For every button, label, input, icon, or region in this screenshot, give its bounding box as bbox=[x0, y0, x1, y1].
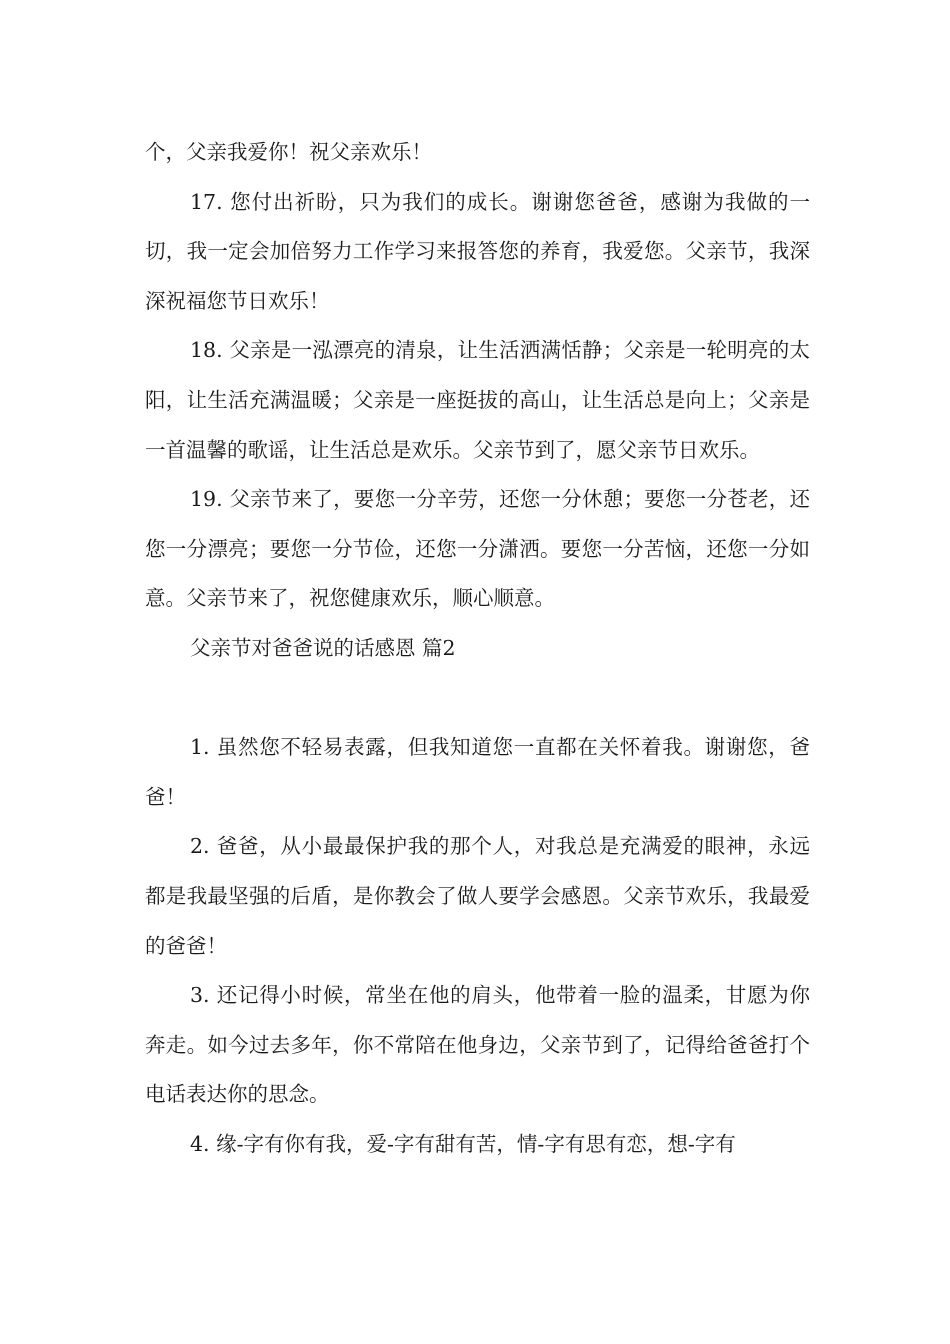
paragraph-item-18: 18. 父亲是一泓漂亮的清泉，让生活洒满恬静；父亲是一轮明亮的太阳，让生活充满温暖；父亲是一座挺拔的高山，让生活总是向上；父亲是一首温馨的歌谣，让生活总是欢乐。父亲节到了，愿父亲节日欢乐。 bbox=[145, 338, 810, 462]
paragraph-continuation: 个，父亲我爱你！祝父亲欢乐！ bbox=[145, 140, 432, 164]
paragraph-item-19: 19. 父亲节来了，要您一分辛劳，还您一分休憩；要您一分苍老，还您一分漂亮；要您一分节俭，还您一分潇洒。要您一分苦恼，还您一分如意。父亲节来了，祝您健康欢乐，顺心顺意。 bbox=[145, 487, 810, 611]
paragraph-item-17: 17. 您付出祈盼，只为我们的成长。谢谢您爸爸，感谢为我做的一切，我一定会加倍努力工作学习来报答您的养育，我爱您。父亲节，我深深祝福您节日欢乐！ bbox=[145, 189, 810, 313]
section-heading: 父亲节对爸爸说的话感恩 篇2 bbox=[190, 635, 456, 660]
blank-line bbox=[145, 674, 810, 724]
document-body bbox=[145, 128, 810, 1169]
paragraph-item-1: 1. 虽然您不轻易表露，但我知道您一直都在关怀着我。谢谢您，爸爸！ bbox=[145, 735, 810, 809]
paragraph-item-2: 2. 爸爸，从小最最保护我的那个人，对我总是充满爱的眼神，永远都是我最坚强的后盾，是你教会了做人要学会感恩。父亲节欢乐，我最爱的爸爸！ bbox=[145, 834, 810, 958]
paragraph-item-4: 4. 缘-字有你有我，爱-字有甜有苦，情-字有思有恋，想-字有 bbox=[190, 1131, 736, 1156]
paragraph-item-3: 3. 还记得小时候，常坐在他的肩头，他带着一脸的温柔，甘愿为你奔走。如今过去多年，你不常陪在他身边，父亲节到了，记得给爸爸打个电话表达你的思念。 bbox=[145, 983, 810, 1107]
